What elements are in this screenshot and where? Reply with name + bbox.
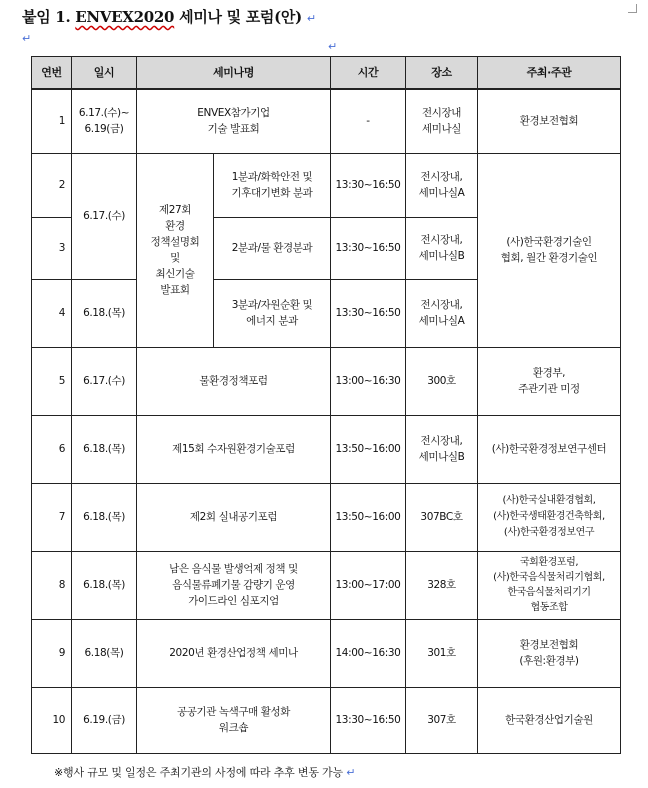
cell-time: 13:30~16:50 — [331, 279, 406, 347]
cell-no: 6 — [32, 415, 72, 483]
table-row — [32, 415, 621, 483]
title-event: ENVEX2020 — [75, 8, 175, 26]
cell-date: 6.19.(금) — [72, 687, 137, 753]
cell-name: 제15회 수자원환경기술포럼 — [137, 415, 331, 483]
cell-place: 307호 — [406, 687, 478, 753]
cell-place: 307BC호 — [406, 483, 478, 551]
header-no: 연번 — [32, 57, 72, 90]
cell-time: - — [331, 89, 406, 153]
table-row — [32, 619, 621, 687]
cell-host: 환경보전협회 (후원:환경부) — [478, 619, 621, 687]
table-row — [32, 483, 621, 551]
cell-time: 13:00~17:00 — [331, 551, 406, 619]
cell-date: 6.18.(목) — [72, 279, 137, 347]
title-prefix: 붙임 1. — [22, 8, 76, 26]
cell-place: 전시장내, 세미나실A — [406, 153, 478, 217]
cell-no: 5 — [32, 347, 72, 415]
cell-date: 6.17.(수) — [72, 347, 137, 415]
cell-time: 13:30~16:50 — [331, 153, 406, 217]
cell-host: 환경보전협회 — [478, 89, 621, 153]
cell-date: 6.18.(목) — [72, 483, 137, 551]
cell-place: 300호 — [406, 347, 478, 415]
paragraph-mark-icon: ↵ — [346, 766, 356, 779]
cell-host: (사)한국환경정보연구센터 — [478, 415, 621, 483]
cell-place: 전시장내, 세미나실B — [406, 415, 478, 483]
document-title — [22, 6, 316, 27]
header-host: 주최·주관 — [478, 57, 621, 90]
cell-group-host: (사)한국환경기술인 협회, 월간 환경기술인 — [478, 153, 621, 347]
table-header-row — [32, 57, 621, 90]
title-rest: 세미나 및 포럼(안) — [174, 8, 302, 26]
header-time: 시간 — [331, 57, 406, 90]
cell-subname: 3분과/자원순환 및 에너지 분과 — [214, 279, 331, 347]
cell-date: 6.18.(목) — [72, 415, 137, 483]
cell-place: 301호 — [406, 619, 478, 687]
cell-no: 9 — [32, 619, 72, 687]
cell-group-name: 제27회 환경 정책설명회 및 최신기술 발표회 — [137, 153, 214, 347]
cell-no: 4 — [32, 279, 72, 347]
header-place: 장소 — [406, 57, 478, 90]
paragraph-mark-icon: ↵ — [22, 32, 32, 45]
cell-place: 전시장내 세미나실 — [406, 89, 478, 153]
cell-place: 전시장내, 세미나실B — [406, 217, 478, 279]
cell-time: 14:00~16:30 — [331, 619, 406, 687]
schedule-table — [31, 56, 621, 754]
cell-no: 8 — [32, 551, 72, 619]
footnote-text: ※행사 규모 및 일정은 주최기관의 사정에 따라 추후 변동 가능 — [54, 766, 343, 779]
cell-date: 6.17.(수)~ 6.19(금) — [72, 89, 137, 153]
cell-host: 환경부, 주관기관 미정 — [478, 347, 621, 415]
cell-date: 6.18(목) — [72, 619, 137, 687]
header-date: 일시 — [72, 57, 137, 90]
table-row — [32, 153, 621, 217]
cell-time: 13:00~16:30 — [331, 347, 406, 415]
cell-subname: 1분과/화학안전 및 기후대기변화 분과 — [214, 153, 331, 217]
table-row — [32, 347, 621, 415]
cell-time: 13:50~16:00 — [331, 483, 406, 551]
cell-no: 7 — [32, 483, 72, 551]
cell-host: 국회환경포럼, (사)한국음식물처리기협회, 한국음식물처리기기 협동조합 — [478, 551, 621, 619]
table-row — [32, 89, 621, 153]
paragraph-mark-icon: ↵ — [328, 40, 338, 53]
table-row — [32, 687, 621, 753]
cell-date: 6.18.(목) — [72, 551, 137, 619]
cell-no: 10 — [32, 687, 72, 753]
cell-host: (사)한국실내환경협회, (사)한국생태환경건축학회, (사)한국환경정보연구 — [478, 483, 621, 551]
cell-time: 13:30~16:50 — [331, 217, 406, 279]
cell-name: 제2회 실내공기포럼 — [137, 483, 331, 551]
cell-no: 1 — [32, 89, 72, 153]
cell-time: 13:30~16:50 — [331, 687, 406, 753]
cell-no: 3 — [32, 217, 72, 279]
header-name: 세미나명 — [137, 57, 331, 90]
cell-name: 남은 음식물 발생억제 정책 및 음식물류폐기물 감량기 운영 가이드라인 심포지엄 — [137, 551, 331, 619]
cell-name: 2020년 환경산업정책 세미나 — [137, 619, 331, 687]
cell-name: 공공기관 녹색구매 활성화 워크숍 — [137, 687, 331, 753]
cell-subname: 2분과/물 환경분과 — [214, 217, 331, 279]
cell-place: 전시장내, 세미나실A — [406, 279, 478, 347]
paragraph-mark-icon: ↵ — [306, 12, 316, 25]
page-corner-mark — [628, 4, 637, 13]
cell-host: 한국환경산업기술원 — [478, 687, 621, 753]
cell-no: 2 — [32, 153, 72, 217]
cell-date: 6.17.(수) — [72, 153, 137, 279]
cell-name: 물환경정책포럼 — [137, 347, 331, 415]
footnote — [54, 764, 355, 780]
table-row — [32, 551, 621, 619]
cell-time: 13:50~16:00 — [331, 415, 406, 483]
cell-name: ENVEX참가기업 기술 발표회 — [137, 89, 331, 153]
cell-place: 328호 — [406, 551, 478, 619]
